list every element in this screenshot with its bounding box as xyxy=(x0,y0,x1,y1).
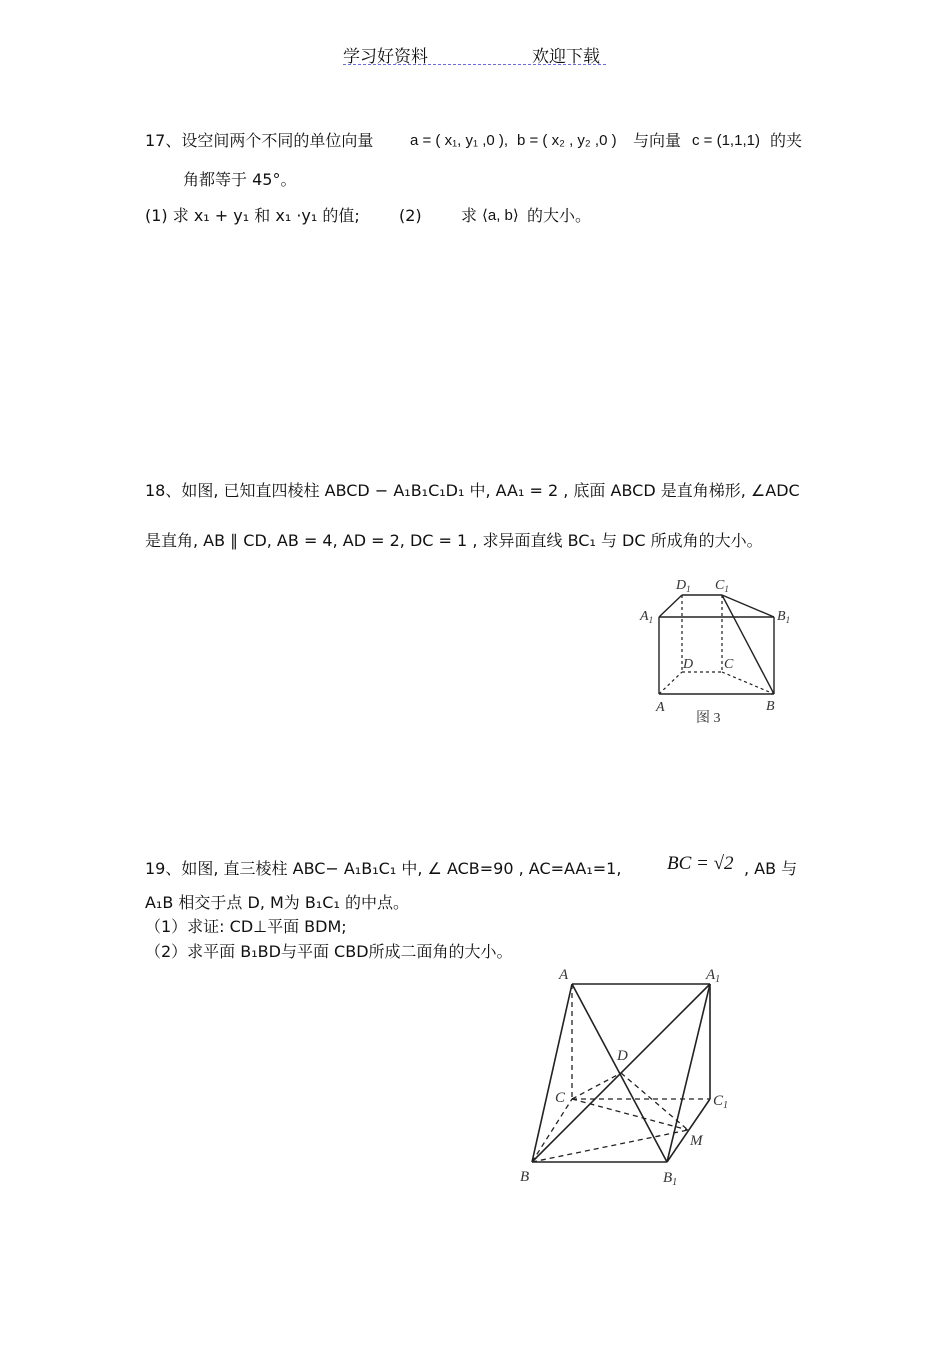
edge-cb xyxy=(722,672,774,694)
q19-part2: （2）求平面 B₁BD与平面 CBD所成二面角的大小。 xyxy=(145,942,513,961)
edge-cd xyxy=(572,1073,621,1099)
q17-vector-b: b = ( x₂ , y₂ ,0 ) xyxy=(517,132,617,149)
label-b: B xyxy=(766,699,775,714)
label-c1: $C_1$ xyxy=(715,578,729,594)
q17-part2-text: 求 xyxy=(461,206,478,225)
label-b1: $B_1$ xyxy=(663,1170,678,1188)
q17-part2-expr: ⟨a, b⟩ xyxy=(482,207,519,224)
edge-a1b1 xyxy=(667,984,710,1162)
header-right-text: 欢迎下载 xyxy=(532,47,600,67)
q17-part1: (1) 求 x₁ + y₁ 和 x₁ ·y₁ 的值; xyxy=(145,206,360,225)
edge-ab xyxy=(532,984,572,1162)
label-d1: $D_1$ xyxy=(676,578,691,594)
q17-vector-a: a = ( x₁, y₁ ,0 ), xyxy=(410,132,509,149)
label-b: B xyxy=(520,1169,530,1185)
q18-line2: 是直角, AB ∥ CD, AB = 4, AD = 2, DC = 1 , 求异面直线 BC₁ 与 DC 所成角的大小。 xyxy=(145,531,763,550)
header-divider xyxy=(343,64,606,65)
q17-middle-text: 与向量 xyxy=(633,131,682,150)
q17-line1-prefix: 17、设空间两个不同的单位向量 xyxy=(145,131,374,150)
q17-suffix: 的夹 xyxy=(770,131,803,150)
edge-ad xyxy=(659,672,682,694)
q18-figure-caption: 图 3 xyxy=(696,711,721,726)
edge-ab1 xyxy=(572,984,667,1162)
label-m: M xyxy=(690,1133,703,1149)
q17-part2-suffix: 的大小。 xyxy=(527,206,592,225)
q19-line1-bc: BC = √2 xyxy=(667,853,734,874)
q19-line1-a: 19、如图, 直三棱柱 ABC− A₁B₁C₁ 中, ∠ ACB=90 , AC=AA₁=1, xyxy=(145,859,622,878)
q17-vector-c: c = (1,1,1) xyxy=(692,132,760,149)
edge-bc xyxy=(532,1099,572,1162)
header-left-text: 学习好资料 xyxy=(343,47,428,67)
edge-c1b1 xyxy=(722,595,774,617)
q17-part2-label: (2) xyxy=(399,206,422,225)
label-d: D xyxy=(683,657,694,672)
edge-bc1 xyxy=(722,595,774,694)
label-c: C xyxy=(555,1090,566,1106)
label-a1: $A_1$ xyxy=(640,609,654,625)
edge-c1b1 xyxy=(667,1099,710,1162)
q19-part1: （1）求证: CD⊥平面 BDM; xyxy=(145,917,347,936)
q17-line2: 角都等于 45°。 xyxy=(183,170,297,189)
label-a1: $A_1$ xyxy=(706,967,721,985)
label-d: D xyxy=(617,1048,628,1064)
q19-prism-figure xyxy=(510,962,760,1192)
q18-line1: 18、如图, 已知直四棱柱 ABCD − A₁B₁C₁D₁ 中, AA₁ = 2 , 底面 ABCD 是直角梯形, ∠ADC xyxy=(145,481,800,500)
edge-a1d1 xyxy=(659,595,682,617)
label-c1: $C_1$ xyxy=(713,1093,729,1111)
q18-prism-figure xyxy=(630,572,810,732)
label-a: A xyxy=(559,967,569,983)
label-c: C xyxy=(724,657,734,672)
q19-line1-c: , AB 与 xyxy=(744,859,798,878)
q19-line2: A₁B 相交于点 D, M为 B₁C₁ 的中点。 xyxy=(145,893,409,912)
label-b1: $B_1$ xyxy=(777,609,791,625)
label-a: A xyxy=(656,700,665,715)
